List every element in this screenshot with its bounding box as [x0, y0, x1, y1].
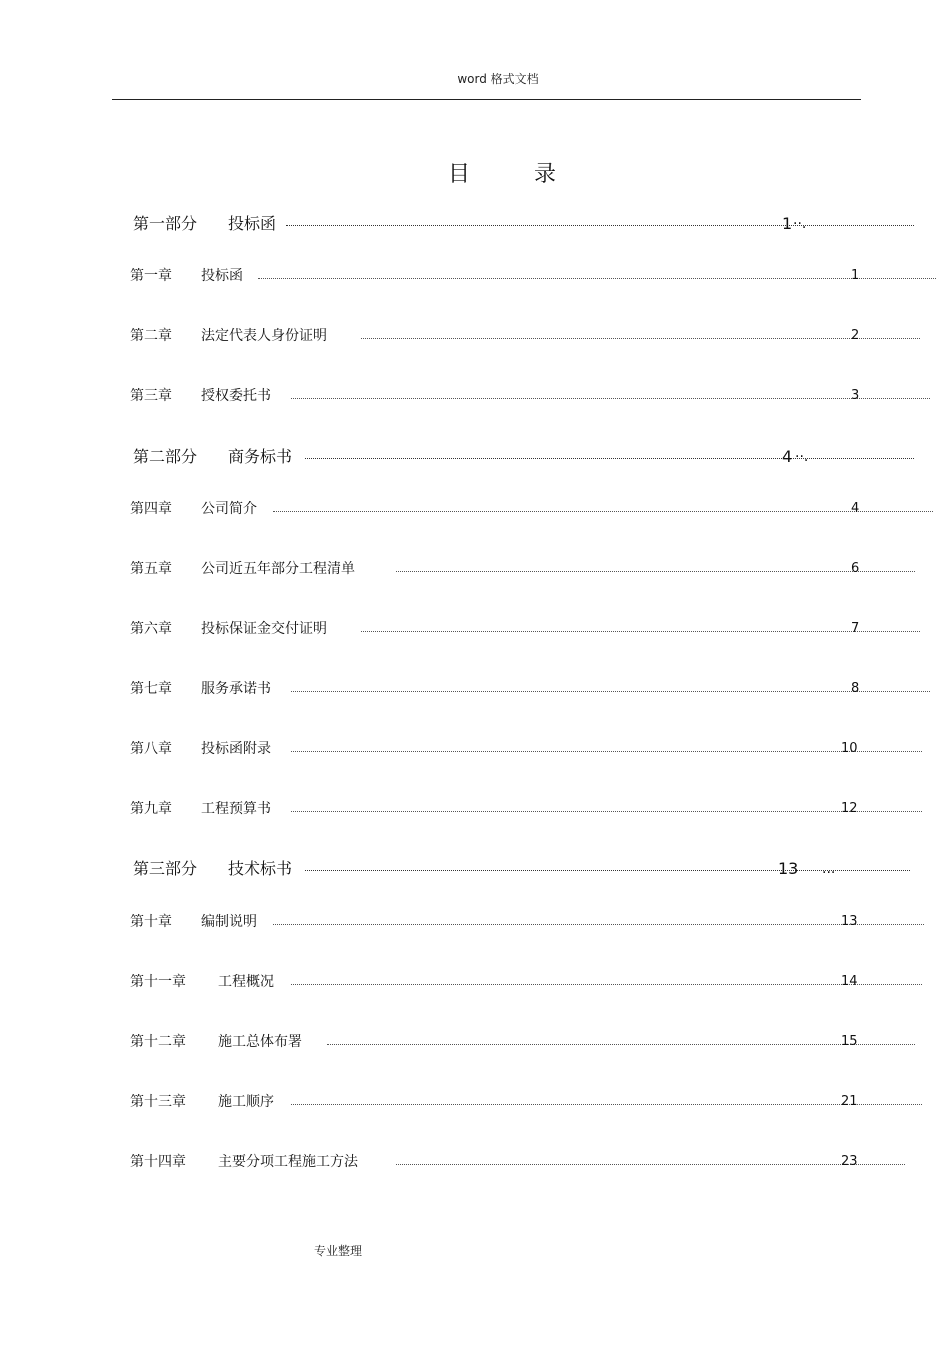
toc-leader — [327, 1044, 915, 1045]
toc-chapter-name: 公司简介 — [201, 501, 257, 517]
toc-chapter-name: 施工顺序 — [218, 1094, 274, 1110]
toc-part-label: 第二部分 — [133, 447, 198, 466]
toc-page-number: 21 — [841, 1094, 858, 1109]
toc-chapter-label: 第十三章 — [130, 1094, 186, 1110]
toc-page-number: 4 — [782, 447, 793, 466]
toc-leader — [273, 924, 924, 925]
toc-leader — [291, 984, 922, 985]
toc-chapter-label: 第八章 — [130, 741, 172, 757]
toc-leader — [291, 691, 930, 692]
toc-leader — [291, 1104, 922, 1105]
toc-leader — [273, 511, 933, 512]
toc-chapter-name: 工程概况 — [218, 974, 274, 990]
toc-page-number: 12 — [841, 801, 858, 816]
toc-chapter-name: 法定代表人身份证明 — [201, 328, 327, 344]
toc-tail: ... — [822, 861, 836, 877]
toc-chapter-name: 工程预算书 — [201, 801, 271, 817]
toc-leader — [291, 398, 930, 399]
toc-leader — [361, 631, 920, 632]
toc-leader — [291, 811, 922, 812]
toc-part-2[interactable] — [133, 445, 833, 469]
toc-page-number: 8 — [851, 681, 860, 696]
toc-page-number: 3 — [851, 388, 860, 403]
toc-leader — [305, 870, 910, 871]
page-header: word 格式文档 — [457, 72, 539, 86]
toc-chapter-10[interactable] — [130, 910, 929, 934]
toc-page-number: 13 — [778, 859, 799, 878]
toc-page-number: 1 — [851, 268, 860, 283]
toc-chapter-name: 主要分项工程施工方法 — [218, 1154, 358, 1170]
toc-part-name: 投标函 — [228, 214, 277, 233]
toc-chapter-name: 投标保证金交付证明 — [201, 621, 327, 637]
toc-page-number: 14 — [841, 974, 858, 989]
toc-part-3[interactable] — [133, 857, 843, 881]
toc-tail: ··. — [793, 216, 807, 232]
page-footer: 专业整理 — [314, 1244, 363, 1258]
toc-chapter-name: 编制说明 — [201, 914, 257, 930]
toc-chapter-5[interactable] — [130, 557, 920, 581]
toc-chapter-name: 投标函附录 — [201, 741, 271, 757]
toc-part-name: 技术标书 — [228, 859, 293, 878]
toc-page-number: 4 — [851, 501, 860, 516]
toc-chapter-label: 第七章 — [130, 681, 172, 697]
toc-chapter-3[interactable] — [130, 384, 935, 408]
toc-chapter-name: 授权委托书 — [201, 388, 271, 404]
header-rule — [112, 99, 861, 100]
toc-chapter-13[interactable] — [130, 1090, 927, 1114]
toc-page-number: 1 — [782, 214, 793, 233]
toc-chapter-4[interactable] — [130, 497, 938, 521]
toc-chapter-7[interactable] — [130, 677, 935, 701]
toc-chapter-14[interactable] — [130, 1150, 910, 1174]
toc-part-label: 第一部分 — [133, 214, 198, 233]
toc-leader — [361, 338, 920, 339]
toc-leader — [396, 571, 915, 572]
toc-chapter-8[interactable] — [130, 737, 927, 761]
toc-leader — [291, 751, 922, 752]
toc-chapter-6[interactable] — [130, 617, 925, 641]
toc-chapter-label: 第三章 — [130, 388, 172, 404]
toc-page-number: 13 — [841, 914, 858, 929]
toc-chapter-label: 第十二章 — [130, 1034, 186, 1050]
toc-chapter-label: 第二章 — [130, 328, 172, 344]
toc-page-number: 15 — [841, 1034, 858, 1049]
toc-chapter-label: 第十章 — [130, 914, 172, 930]
toc-leader — [305, 458, 914, 459]
toc-chapter-label: 第十四章 — [130, 1154, 186, 1170]
toc-page-number: 10 — [841, 741, 858, 756]
toc-page-number: 7 — [851, 621, 860, 636]
toc-chapter-2[interactable] — [130, 324, 925, 348]
toc-leader — [286, 225, 914, 226]
toc-page-number: 23 — [841, 1154, 858, 1169]
toc-chapter-9[interactable] — [130, 797, 927, 821]
toc-tail: ··. — [795, 449, 809, 465]
toc-chapter-label: 第一章 — [130, 268, 172, 284]
toc-chapter-label: 第六章 — [130, 621, 172, 637]
toc-chapter-name: 服务承诺书 — [201, 681, 271, 697]
toc-chapter-name: 施工总体布署 — [218, 1034, 302, 1050]
toc-chapter-1[interactable] — [130, 264, 940, 288]
toc-page-number: 6 — [851, 561, 860, 576]
toc-part-name: 商务标书 — [228, 447, 293, 466]
toc-chapter-label: 第五章 — [130, 561, 172, 577]
toc-part-1[interactable] — [133, 212, 833, 236]
toc-chapter-label: 第四章 — [130, 501, 172, 517]
toc-chapter-name: 投标函 — [201, 268, 243, 284]
toc-title: 目录 — [448, 162, 621, 187]
toc-chapter-11[interactable] — [130, 970, 927, 994]
toc-chapter-name: 公司近五年部分工程清单 — [201, 561, 355, 577]
toc-chapter-label: 第九章 — [130, 801, 172, 817]
toc-leader — [258, 278, 936, 279]
toc-chapter-label: 第十一章 — [130, 974, 186, 990]
toc-part-label: 第三部分 — [133, 859, 198, 878]
toc-leader — [396, 1164, 905, 1165]
toc-chapter-12[interactable] — [130, 1030, 920, 1054]
toc-page-number: 2 — [851, 328, 860, 343]
